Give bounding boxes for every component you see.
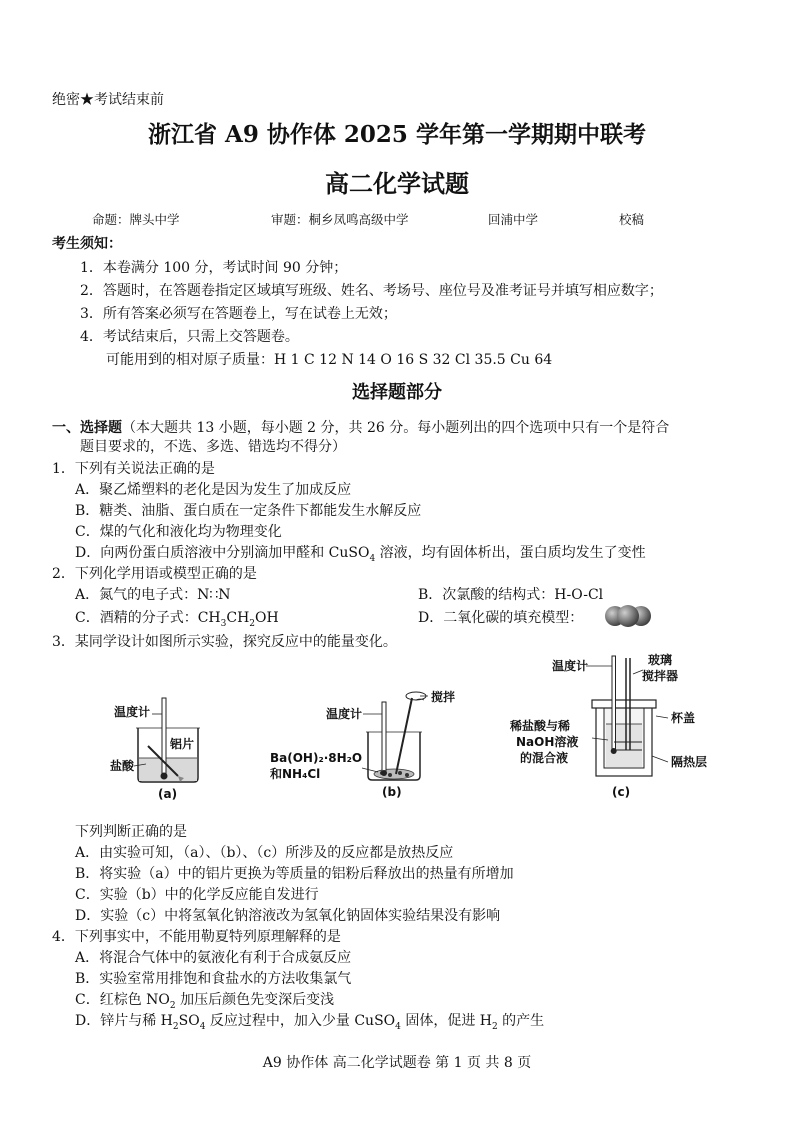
fig-b-reagent-label-2: 和NH₄Cl bbox=[270, 767, 321, 781]
q3-stem: 3．某同学设计如图所示实验，探究反应中的能量变化。 bbox=[52, 634, 397, 650]
q3-option-c: C．实验（b）中的化学反应能自发进行 bbox=[75, 887, 319, 903]
figure-b-apparatus bbox=[268, 688, 468, 800]
fig-c-mixture-label-1: 稀盐酸与稀 bbox=[510, 719, 571, 733]
notice-item: 3．所有答案必须写在答题卷上，写在试卷上无效； bbox=[80, 306, 397, 322]
page-footer: A9 协作体 高二化学试题卷 第 1 页 共 8 页 bbox=[262, 1055, 532, 1071]
exam-subtitle: 高二化学试题 bbox=[325, 169, 469, 198]
credit-review: 审题：桐乡凤鸣高级中学 bbox=[271, 212, 409, 227]
q4-option-d: D．锌片与稀 $H_2SO_4$ 反应过程中，加入少量 CuSO$_4$ 固体，促进 $H_2$ 的产生 bbox=[75, 1013, 545, 1032]
fig-b-stir-label: 搅拌 bbox=[431, 690, 456, 704]
q3-option-d: D．实验（c）中将氢氧化钠溶液改为氢氧化钠固体实验结果没有影响 bbox=[75, 908, 501, 924]
secret-label: 绝密★考试结束前 bbox=[52, 92, 164, 108]
fig-c-stirrer-label: 搅拌器 bbox=[642, 669, 679, 683]
q4-option-a: A．将混合气体中的氨液化有利于合成氨反应 bbox=[75, 950, 352, 966]
exam-title: 浙江省 A9 协作体 2025 学年第一学期期中联考 bbox=[148, 121, 646, 148]
section-title: 选择题部分 bbox=[352, 382, 442, 403]
q1-option-c: C．煤的气化和液化均为物理变化 bbox=[75, 524, 282, 540]
q1-option-d: D．向两份蛋白质溶液中分别滴加甲醛和 CuSO$_4$ 溶液，均有固体析出，蛋白质均发生了变性 bbox=[75, 545, 646, 564]
notice-item: 4．考试结束后，只需上交答题卷。 bbox=[80, 329, 299, 345]
fig-c-mixture-label-2: NaOH溶液 bbox=[516, 735, 579, 749]
q1-option-b: B．糖类、油脂、蛋白质在一定条件下都能发生水解反应 bbox=[75, 503, 422, 519]
q2-option-b: B．次氯酸的结构式：H-O-Cl bbox=[418, 587, 604, 603]
notice-item: 2．答题时，在答题卷指定区域填写班级、姓名、考场号、座位号及准考证号并填写相应数字； bbox=[80, 283, 663, 299]
fig-a-caption: (a) bbox=[158, 787, 178, 801]
fig-c-thermometer-label: 温度计 bbox=[552, 659, 589, 673]
credit-school: 回浦中学 bbox=[488, 212, 539, 227]
fig-c-mixture-label-3: 的混合液 bbox=[520, 751, 569, 765]
notice-heading: 考生须知： bbox=[52, 236, 122, 252]
notice-item: 1．本卷满分 100 分，考试时间 90 分钟； bbox=[80, 260, 348, 276]
part-heading bbox=[52, 418, 669, 438]
part-description-cont: 题目要求的，不选、多选、错选均不得分） bbox=[80, 439, 346, 455]
figure-c-apparatus bbox=[508, 652, 728, 800]
q2-stem: 2．下列化学用语或模型正确的是 bbox=[52, 566, 257, 582]
q1-option-a: A．聚乙烯塑料的老化是因为发生了加成反应 bbox=[75, 482, 352, 498]
q4-option-c: C．红棕色 $NO_2$ 加压后颜色先变深后变浅 bbox=[75, 992, 335, 1011]
fig-c-lid-label: 杯盖 bbox=[671, 711, 696, 725]
q4-option-b: B．实验室常用排饱和食盐水的方法收集氯气 bbox=[75, 971, 352, 987]
fig-b-thermometer-label: 温度计 bbox=[326, 707, 363, 721]
fig-b-reagent-label: Ba(OH)₂·8H₂O bbox=[270, 751, 363, 765]
q3-option-a: A．由实验可知，（a）、（b）、（c）所涉及的反应都是放热反应 bbox=[75, 845, 454, 861]
q4-stem: 4．下列事实中，不能用勒夏特列原理解释的是 bbox=[52, 929, 341, 945]
fig-c-insulation-label: 隔热层 bbox=[671, 755, 708, 769]
fig-b-caption: (b) bbox=[382, 785, 402, 799]
part-description: （本大题共 13 小题，每小题 2 分，共 26 分。每小题列出的四个选项中只有一个是符合 bbox=[122, 420, 670, 436]
fig-a-thermometer-label: 温度计 bbox=[114, 705, 151, 719]
fig-c-glass-label: 玻璃 bbox=[648, 653, 673, 667]
q2-option-a: A．氮气的电子式：N∷N bbox=[75, 587, 231, 603]
q3-judge: 下列判断正确的是 bbox=[75, 824, 187, 840]
atomic-masses: 可能用到的相对原子质量：H 1 C 12 N 14 O 16 S 32 Cl 35.5 Cu 64 bbox=[106, 352, 553, 368]
q3-option-b: B．将实验（a）中的铝片更换为等质量的铝粉后释放出的热量有所增加 bbox=[75, 866, 514, 882]
credit-proof: 校稿 bbox=[619, 212, 645, 227]
q1-stem: 1．下列有关说法正确的是 bbox=[52, 461, 215, 477]
co2-space-filling-model-icon bbox=[604, 603, 652, 629]
figure-a-apparatus bbox=[108, 690, 218, 800]
fig-a-aluminum-label: 铝片 bbox=[170, 737, 195, 751]
q2-option-c: C．酒精的分子式：$CH_3CH_2OH$ bbox=[75, 610, 279, 629]
credit-author: 命题：牌头中学 bbox=[92, 212, 180, 227]
q2-option-d: D．二氧化碳的填充模型： bbox=[418, 610, 584, 626]
fig-a-acid-label: 盐酸 bbox=[110, 759, 135, 773]
fig-c-caption: (c) bbox=[612, 785, 631, 799]
part-label: 一、选择题 bbox=[52, 420, 122, 436]
